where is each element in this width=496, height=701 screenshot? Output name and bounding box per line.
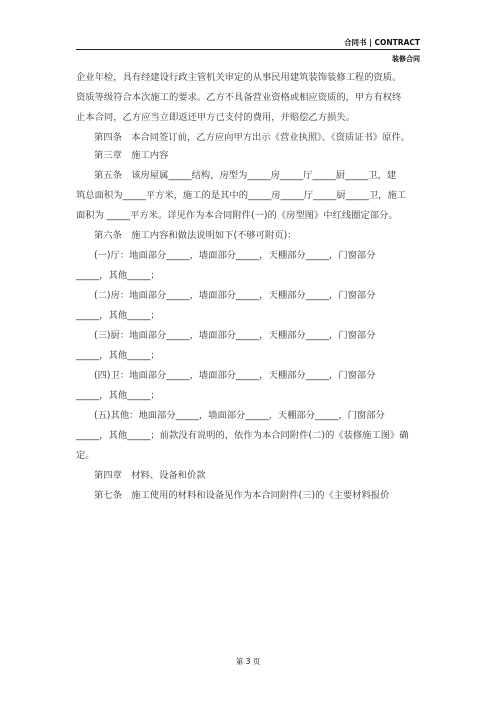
body-line: 企业年检，具有经建设行政主管机关审定的从事民用建筑装饰装修工程的资质。 [76,72,402,83]
body-line: 止本合同，乙方应当立即返还甲方已支付的费用，并赔偿乙方损失。 [76,112,355,123]
body-line: 资质等级符合本次施工的要求。乙方不具备营业资格或相应资质的，甲方有权终 [76,92,402,103]
document-body [76,72,424,502]
body-line: (三)厨：地面部分_____，墙面部分_____，天棚部分_____，门窗部分 [94,330,376,341]
body-line: 第四章 材料、设备和价款 [94,470,206,481]
body-line: 定。 [76,450,95,461]
body-line: (一)厅：地面部分_____，墙面部分_____，天棚部分_____，门窗部分 [94,250,376,261]
body-line: _____，其他_____； [76,270,160,281]
header-title: 合同书 | CONTRACT [344,38,420,47]
body-line: _____，其他_____； [76,350,160,361]
body-line: 第五条 该房屋属_____结构，房型为_____房_____厅_____厨_____卫，建 [94,170,397,181]
body-line: 第六条 施工内容和做法说明如下(不够可附页)： [94,230,297,241]
body-line: 筑总面积为_____平方米，施工的是其中的_____房_____厅_____厨_____卫，施工 [76,190,407,201]
body-line: 第四条 本合同签订前，乙方应向甲方出示《营业执照》、《资质证书》原件。 [94,132,411,143]
body-line: (五)其他：地面部分_____，墙面部分_____，天棚部分_____，门窗部分 [94,410,385,421]
header-divider [76,49,420,50]
body-line: (四)卫：地面部分_____，墙面部分_____，天棚部分_____，门窗部分 [94,370,376,381]
page-number: 第 3 页 [235,657,261,666]
header-subtitle: 装修合同 [392,55,420,63]
body-line: 面积为 _____平方米。详见作为本合同附件(一)的《房型图》中红线圈定部分。 [76,210,398,221]
body-line: 第七条 施工使用的材料和设备见作为本合同附件(三)的《主要材料报价 [94,490,390,501]
body-line: 第三章 施工内容 [94,150,169,161]
body-line: (二)房：地面部分_____，墙面部分_____，天棚部分_____，门窗部分 [94,290,376,301]
body-line: _____，其他_____；前款没有说明的，依作为本合同附件(二)的《装修施工图》确 [76,430,409,441]
body-line: _____，其他_____； [76,390,160,401]
body-line: _____，其他_____； [76,310,160,321]
